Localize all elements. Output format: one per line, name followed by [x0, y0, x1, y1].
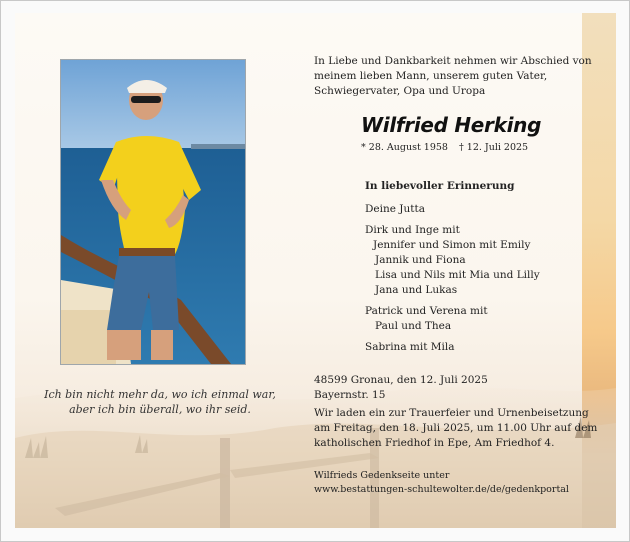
family-entry: Patrick und Verena mit — [365, 305, 488, 317]
family-subentry: Jennifer und Simon mit Emily — [373, 239, 531, 251]
family-subentry: Jannik und Fiona — [375, 254, 466, 266]
memorial-quote — [35, 387, 285, 417]
portrait-photo — [60, 59, 246, 365]
death-date: † 12. Juli 2025 — [459, 142, 529, 153]
place-and-date — [314, 373, 604, 403]
invitation-line: Wir laden ein zur Trauerfeier und Urnenbeisetzung — [314, 407, 589, 419]
family-subentry: Paul und Thea — [375, 320, 452, 332]
life-dates — [361, 140, 536, 155]
family-list — [365, 202, 615, 355]
web-caption: Wilfrieds Gedenkseite unter — [314, 470, 450, 481]
invitation-line: katholischen Friedhof in Epe, Am Friedhof 4. — [314, 437, 555, 449]
memory-heading: In liebevoller Erinnerung — [365, 180, 515, 192]
intro-line: meinem lieben Mann, unserem guten Vater, — [314, 70, 548, 82]
intro-line: Schwiegervater, Opa und Uropa — [314, 85, 486, 97]
birth-date: * 28. August 1958 — [361, 142, 448, 153]
family-entry: Sabrina mit Mila — [365, 341, 455, 353]
farewell-intro — [314, 54, 594, 99]
family-subentry: Jana und Lukas — [375, 284, 458, 296]
memorial-url[interactable]: www.bestattungen-schultewolter.de/de/gedenkportal — [314, 484, 569, 495]
obituary-card — [15, 13, 616, 528]
funeral-invitation — [314, 406, 604, 451]
address-line: Bayernstr. 15 — [314, 389, 386, 401]
quote-line: Ich bin nicht mehr da, wo ich einmal war, — [44, 388, 276, 401]
memorial-web — [314, 469, 604, 497]
place-line: 48599 Gronau, den 12. Juli 2025 — [314, 374, 488, 386]
family-entry: Dirk und Inge mit — [365, 224, 460, 236]
invitation-line: am Freitag, den 18. Juli 2025, um 11.00 Uhr auf dem — [314, 422, 598, 434]
family-subentry: Lisa und Nils mit Mia und Lilly — [375, 269, 540, 281]
quote-line: aber ich bin überall, wo ihr seid. — [69, 403, 251, 416]
family-entry: Deine Jutta — [365, 203, 425, 215]
deceased-name: Wilfried Herking — [361, 113, 542, 137]
intro-line: In Liebe und Dankbarkeit nehmen wir Abschied von — [314, 55, 592, 67]
